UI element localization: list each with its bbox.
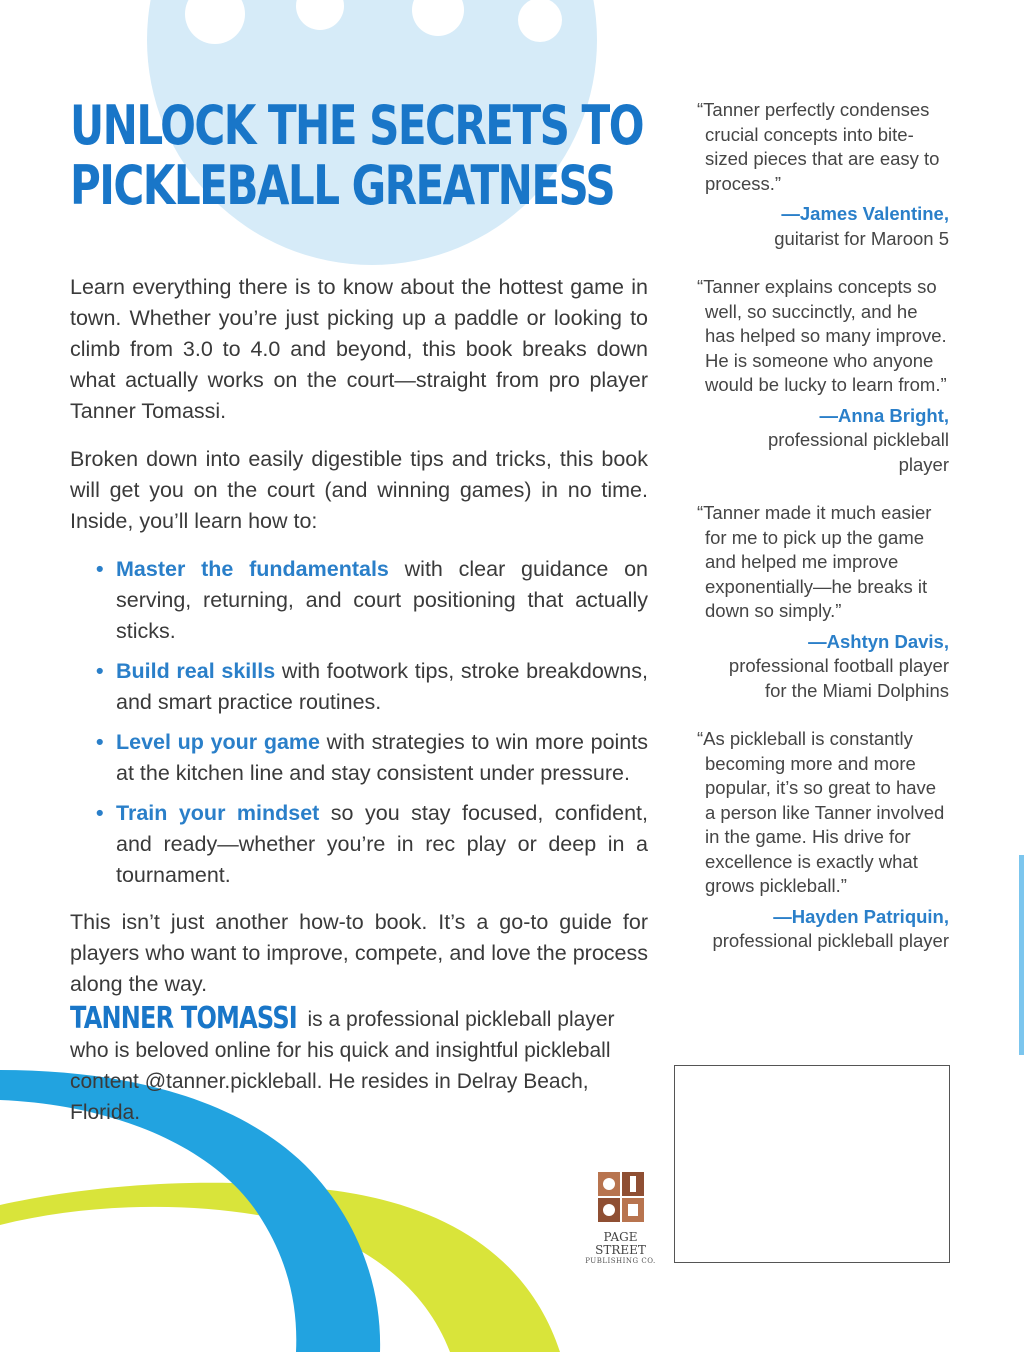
quote-author-role: professional football player for the Miami Dolphins	[728, 655, 949, 701]
description	[70, 272, 648, 1017]
benefits-list	[70, 554, 648, 891]
quote-author: —Ashtyn Davis,	[808, 630, 949, 652]
page-street-logo-icon	[590, 1168, 652, 1226]
bullet-lead: Build real skills	[116, 659, 276, 683]
publisher-name: PAGE STREET	[595, 1230, 646, 1257]
quote-text: “As pickleball is constantly becoming more and more popular, it’s so great to have a person like Tanner involved in the game. His drive for excellence is exactly what grows pickleball.”	[697, 728, 945, 896]
testimonial	[697, 98, 949, 251]
bullet-icon: •	[96, 557, 104, 581]
list-item	[96, 798, 648, 891]
quote-text: “Tanner made it much easier for me to pick up the game and helped me improve exponentially—he breaks it down so simply.”	[697, 502, 932, 621]
bullet-lead: Level up your game	[116, 730, 320, 754]
headline	[70, 94, 643, 217]
intro-paragraph: Learn everything there is to know about the hottest game in town. Whether you’re just picking up a paddle or looking to climb from 3.0 to 4.0 and beyond, this book breaks down what actually works on the court—straight from pro player Tanner Tomassi.	[70, 275, 648, 423]
author-bio-text: is a professional pickleball player who is beloved online for his quick and insightful pickleball content @tanner.pickleball. He resides in Delray Beach, Florida.	[70, 1008, 615, 1124]
quote-author: —James Valentine,	[781, 203, 949, 224]
headline-line-2: PICKLEBALL GREATNESS	[70, 154, 615, 217]
bullet-text: with clear guidance on serving, returning, and court positioning that actually sticks.	[116, 557, 648, 643]
bullet-lead: Train your mindset	[116, 801, 320, 825]
author-bio	[70, 1003, 648, 1128]
quote-author-role: guitarist for Maroon 5	[774, 227, 949, 249]
closing-paragraph: This isn’t just another how-to book. It’s a go-to guide for players who want to improve, compete, and love the process along the way.	[70, 910, 648, 996]
publisher-logo	[583, 1168, 658, 1265]
list-item	[96, 656, 648, 718]
bullet-icon: •	[96, 801, 104, 825]
quote-text: “Tanner explains concepts so well, so succinctly, and he has helped so many improve. He is someone who anyone would be lucky to learn from.”	[697, 276, 947, 395]
quote-author-role: professional pickleball player	[712, 930, 949, 951]
list-item	[96, 727, 648, 789]
intro-paragraph-2: Broken down into easily digestible tips and tricks, this book will get you on the court (and winning games) in no time. Inside, you’ll learn how to:	[70, 447, 648, 533]
quote-text: “Tanner perfectly condenses crucial concepts into bite-sized pieces that are easy to process.”	[697, 99, 940, 194]
bullet-icon: •	[96, 659, 104, 683]
testimonial	[697, 275, 949, 477]
bullet-text: with footwork tips, stroke breakdowns, and smart practice routines.	[116, 659, 648, 714]
quote-author: —Hayden Patriquin,	[773, 905, 949, 927]
quote-author-role: professional pickleball player	[768, 429, 949, 475]
publisher-subtitle: PUBLISHING CO.	[585, 1257, 656, 1265]
author-name: TANNER TOMASSI	[70, 1001, 297, 1036]
barcode-area	[674, 1065, 950, 1263]
list-item	[96, 554, 648, 647]
headline-line-1: UNLOCK THE SECRETS TO	[70, 94, 643, 157]
edge-strip	[1019, 855, 1024, 1055]
testimonial	[697, 727, 949, 954]
testimonials	[697, 98, 949, 978]
bullet-lead: Master the fundamentals	[116, 557, 389, 581]
testimonial	[697, 501, 949, 703]
bullet-icon: •	[96, 730, 104, 754]
quote-author: —Anna Bright,	[819, 404, 949, 426]
bullet-text: with strategies to win more points at the kitchen line and stay consistent under pressure.	[116, 730, 648, 785]
bullet-text: so you stay focused, confident, and ready—whether you’re in rec play or deep in a tournament.	[116, 801, 648, 887]
